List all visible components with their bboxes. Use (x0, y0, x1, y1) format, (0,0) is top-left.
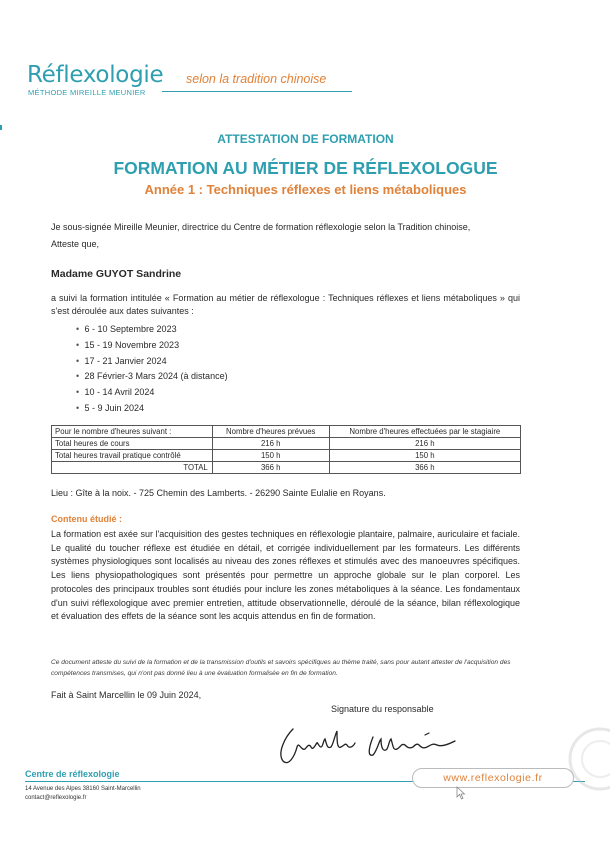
logo-underline (162, 91, 352, 92)
followed-text: a suivi la formation intitulée « Formation au métier de réflexologue : Techniques réflexes et liens métaboliques » qui s'est déroulée aux dates suivantes : (51, 293, 520, 316)
table-cell: 150 h (212, 450, 329, 462)
atteste-text: Atteste que, (51, 239, 100, 249)
lieu-text: Lieu : Gîte à la noix. - 725 Chemin des Lamberts. - 26290 Sainte Eulalie en Royans. (51, 488, 386, 498)
table-header-row (52, 426, 521, 438)
table-cell: 366 h (329, 462, 520, 474)
footer-email: contact@reflexologie.fr (25, 795, 87, 801)
margin-mark (0, 125, 2, 130)
table-cell: TOTAL (52, 462, 213, 474)
logo-subtitle: MÉTHODE MIREILLE MEUNIER (28, 88, 146, 97)
trainee-name: Madame GUYOT Sandrine (51, 268, 182, 280)
list-item: • 28 Février-3 Mars 2024 (à distance) (76, 371, 228, 382)
footer-center-name: Centre de réflexologie (25, 769, 120, 779)
dates-list (76, 322, 228, 417)
list-item: • 6 - 10 Septembre 2023 (76, 324, 177, 334)
table-cell: Total heures travail pratique contrôlé (52, 450, 213, 462)
disclaimer-note: Ce document atteste du suivi de la formation et de la transmission d'outils et savoirs spécifiques au thème traité, sans pour autant attester de l'acquisition des compétences transmises, qui n'ont pas donné lieu à une évaluation formalisée en fin de formation. (51, 659, 511, 677)
footer-address (25, 785, 141, 803)
table-row (52, 462, 521, 474)
date-item: 15 - 19 Novembre 2023 (84, 339, 180, 350)
list-item: • 15 - 19 Novembre 2023 (76, 339, 180, 350)
contenu-heading: Contenu étudié : (51, 514, 122, 524)
formation-title: FORMATION AU MÉTIER DE RÉFLEXOLOGUE (113, 158, 498, 178)
table-cell: 150 h (329, 450, 520, 462)
signature-image (265, 717, 475, 769)
fait-text: Fait à Saint Marcellin le 09 Juin 2024, (51, 690, 202, 700)
date-item: 10 - 14 Avril 2024 (84, 387, 155, 398)
logo-wordmark: Réflexologie (27, 62, 164, 88)
logo-tagline: selon la tradition chinoise (186, 72, 327, 86)
table-row (52, 438, 521, 450)
attestation-title: ATTESTATION DE FORMATION (217, 132, 394, 146)
signature-label: Signature du responsable (331, 704, 434, 714)
list-item: • 17 - 21 Janvier 2024 (76, 355, 167, 366)
table-header-cell: Nombre d'heures prévues (212, 426, 329, 438)
table-cell: 216 h (212, 438, 329, 450)
table-cell: 366 h (212, 462, 329, 474)
list-item: • 10 - 14 Avril 2024 (76, 387, 155, 398)
table-header-cell: Pour le nombre d'heures suivant : (52, 426, 213, 438)
intro-text: Je sous-signée Mireille Meunier, directrice du Centre de formation réflexologie selon la Tradition chinoise, (51, 222, 471, 232)
date-item: 6 - 10 Septembre 2023 (84, 324, 177, 334)
date-item: 5 - 9 Juin 2024 (84, 402, 145, 413)
table-cell: 216 h (329, 438, 520, 450)
date-item: 28 Février-3 Mars 2024 (à distance) (84, 371, 228, 382)
table-header-cell: Nombre d'heures effectuées par le stagiaire (329, 426, 520, 438)
decorative-emblem-icon (560, 714, 610, 804)
hours-table (51, 425, 521, 474)
cursor-icon (456, 786, 466, 800)
annee-subtitle: Année 1 : Techniques réflexes et liens métaboliques (144, 182, 467, 197)
table-row (52, 450, 521, 462)
footer-address-line: 14 Avenue des Alpes 38160 Saint-Marcellin (25, 786, 141, 792)
list-item: • 5 - 9 Juin 2024 (76, 402, 145, 413)
table-cell: Total heures de cours (52, 438, 213, 450)
date-item: 17 - 21 Janvier 2024 (84, 355, 167, 366)
contenu-text: La formation est axée sur l'acquisition des gestes techniques en réflexologie plantaire, palmaire, auriculaire et faciale. Le qualité du toucher réflexe est étudiée en détail, et corrigée individuellement par les formateurs. Les différents systèmes physiologiques sont localisés au niveau des zones réflexes et stimulés avec des manoeuvres spécifiques. Les liens physiopathologiques sont présentés pour permettre un approche globale sur le plan corporel. Les protocoles des principaux troubles sont étudiés pour inclure les zones métaboliques à la séance. Les fondamentaux d'un suivi réflexologique avec premier entretien, attitude observationnelle, déroulé de la séance, bilan réflexologique et évaluation des effets de la séance sont les acquis attendus en fin de formation. (51, 529, 520, 622)
website-link[interactable]: www.reflexologie.fr (412, 768, 574, 788)
